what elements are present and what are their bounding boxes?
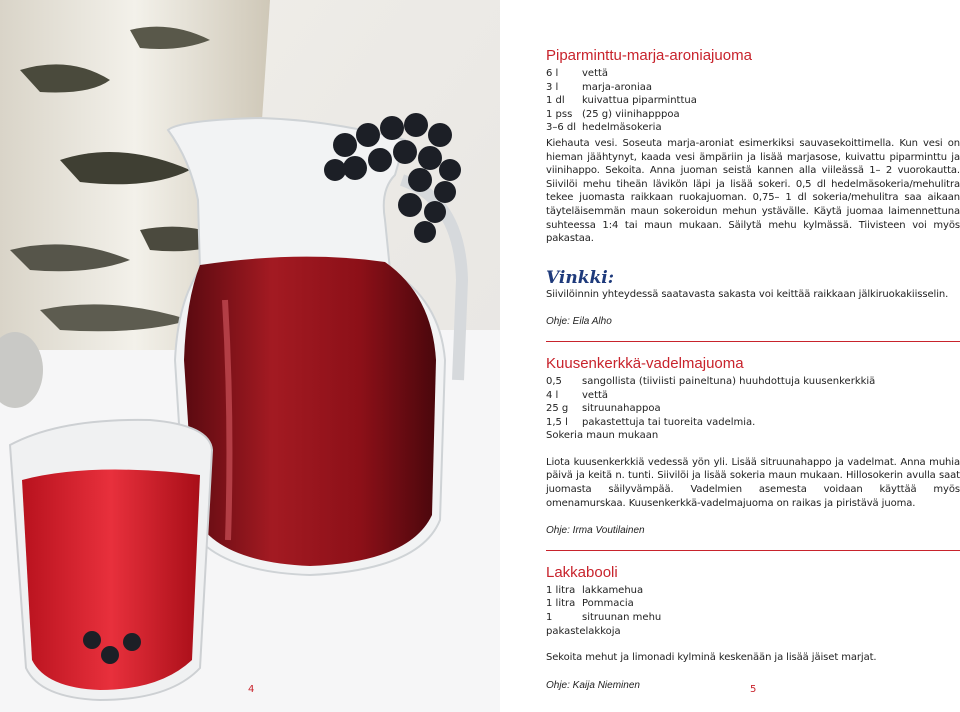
- ingredient-extra: Sokeria maun mukaan: [546, 430, 659, 442]
- ingredient-qty: 1,5 l: [546, 416, 568, 428]
- ingredient-list-lakka: [546, 584, 960, 638]
- ingredient-item: hedelmäsokeria: [582, 122, 662, 134]
- ingredient-item: vettä: [582, 68, 609, 79]
- drinking-glass: [10, 420, 212, 700]
- ingredient-qty: 0,5: [546, 375, 562, 387]
- ingredient-item: marja-aroniaa: [582, 81, 653, 93]
- tip-text: Siivilöinnin yhteydessä saatavasta sakasta voi keittää raikkaan jälkiruokakiisselin.: [546, 288, 949, 300]
- method-aronia: Kiehauta vesi. Soseuta marja-aroniat esimerkiksi sauvasekoittimella. Kun vesi on hieman jäähtynyt, kaada vesi ämpäriin ja lisää marjasose, kuivattu piparminttu ja viinihappo. Sekoita. Anna juoman seistä kannen alla viileässä 1– 2 vuorokautta. Siivilöi mehu tiheän lävikön läpi ja lisää sokeri. 0,5 dl hedelmäsokeria/mehulitra tekee juomasta raikkaan ruokajuoman. 0,75– 1 dl sokeria/mehulitra saa aikaan täyteläisemmän maun sokeroidun mehun ystävälle. Käytä juomaa laimennettuna suhteessa 1:4 tai maun mukaan. Säilytä mehu kylmässä. Tiivisteen voi myös pakastaa.: [546, 137, 960, 245]
- ingredient-item: pakastettuja tai tuoreita vadelmia.: [582, 416, 756, 428]
- credit-spruce: Ohje: Irma Voutilainen: [546, 525, 645, 537]
- page-number-right: 5: [750, 684, 757, 695]
- recipe-title-lakka: Lakkabooli: [546, 563, 618, 581]
- method-spruce: Liota kuusenkerkkiä vedessä yön yli. Lisää sitruunahappo ja vadelmat. Anna muhia päivä ja keitä n. tunti. Siivilöi ja lisää sokeria maun mukaan. Hillosokerin avulla saat juomasta säilyvämpää. Vadelmien asemesta voidaan käyttää myös omenamurskaa. Kuusenkerkkä-vadelmajuoma on raikas ja piristävä juoma.: [546, 456, 960, 509]
- ingredient-row: [546, 94, 960, 108]
- credit-lakka: Ohje: Kaija Nieminen: [546, 679, 640, 691]
- ingredient-row: [546, 81, 960, 95]
- ingredient-row: [546, 389, 960, 403]
- ingredient-row: [546, 108, 960, 122]
- ingredient-qty: 4 l: [546, 389, 559, 401]
- ingredient-row: [546, 375, 960, 389]
- ingredient-item: Pommacia: [582, 598, 634, 610]
- ingredient-item: vettä: [582, 389, 609, 401]
- ingredient-extra: pakastelakkoja: [546, 625, 621, 637]
- recipe-title-spruce: Kuusenkerkkä-vadelmajuoma: [546, 354, 744, 372]
- ingredient-item: kuivattua piparminttua: [582, 95, 697, 107]
- tip-title: Vinkki:: [546, 267, 614, 288]
- ingredient-item: sitruunan mehu: [582, 612, 662, 624]
- ingredient-list-spruce: [546, 375, 960, 443]
- ingredient-row: [546, 416, 960, 430]
- ingredient-qty: 1 pss: [546, 108, 573, 120]
- ingredient-row: [546, 611, 960, 625]
- ingredient-row: [546, 402, 960, 416]
- credit-aronia: Ohje: Eila Alho: [546, 316, 612, 328]
- ingredient-qty: 1 litra: [546, 598, 576, 610]
- ingredient-item: lakkamehua: [582, 584, 644, 596]
- recipe-column: [546, 47, 960, 692]
- recipe-title-aronia: Piparminttu-marja-aroniajuoma: [546, 47, 752, 64]
- ingredient-qty: 6 l: [546, 68, 559, 79]
- method-lakka: Sekoita mehut ja limonadi kylminä keskenään ja lisää jäiset marjat.: [546, 652, 877, 664]
- page-number-left: 4: [248, 684, 255, 695]
- ingredient-qty: 1: [546, 612, 553, 624]
- ingredient-item: sangollista (tiiviisti paineltuna) huuhdottuja kuusenkerkkiä: [582, 375, 876, 387]
- ingredient-item: (25 g) viinihapppoa: [582, 108, 680, 120]
- ingredient-row: [546, 597, 960, 611]
- ingredient-qty: 3 l: [546, 81, 559, 93]
- ingredient-qty: 3–6 dl: [546, 122, 577, 134]
- ingredient-qty: 1 litra: [546, 584, 576, 596]
- ingredient-row: [546, 121, 960, 135]
- ingredient-item: sitruunahappoa: [582, 403, 661, 415]
- ingredient-row: [546, 67, 960, 81]
- ingredient-qty: 1 dl: [546, 95, 565, 107]
- ingredient-qty: 25 g: [546, 403, 569, 415]
- ingredient-row: [546, 584, 960, 598]
- ingredient-list-aronia: [546, 67, 960, 135]
